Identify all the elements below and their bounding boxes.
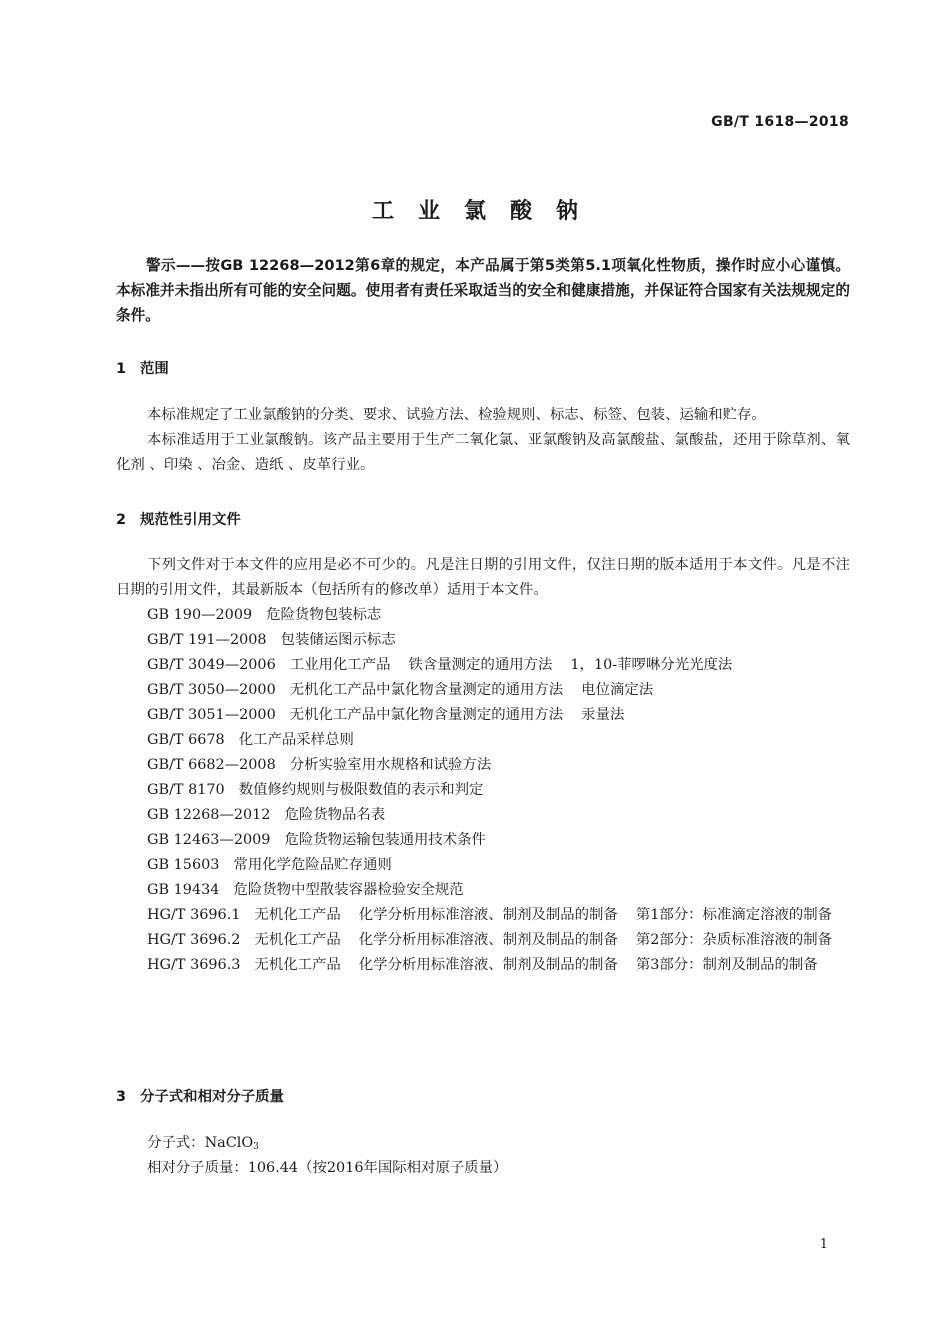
reference-code: GB 19434 [147,882,220,898]
formula-label: 分子式： [147,1135,205,1151]
reference-title-part: 电位滴定法 [581,682,654,698]
reference-title-part: 无机化工产品 [254,907,341,923]
reference-item [116,603,850,628]
reference-title-part: 化学分析用标准溶液、制剂及制品的制备 [358,957,618,973]
reference-code: GB/T 3051—2000 [147,707,276,723]
reference-item [116,678,850,703]
section-3-title: 分子式和相对分子质量 [140,1089,284,1105]
document-title: 工业氯酸钠 [371,199,602,224]
reference-code: GB 190—2009 [147,607,253,623]
reference-item [116,953,850,978]
reference-item [116,753,850,778]
reference-item [116,803,850,828]
warning-paragraph: 警示——按GB 12268—2012第6章的规定，本产品属于第5类第5.1项氧化性物质，操作时应小心谨慎。本标准并未指出所有可能的安全问题。使用者有责任采取适当的安全和健康措施，并保证符合国家有关法规规定的条件。 [116,257,850,324]
reference-title-part: 1，10-菲啰啉分光光度法 [570,657,733,673]
section-1-heading [116,357,169,378]
reference-title-part: 危险货物中型散装容器检验安全规范 [233,882,464,898]
reference-list [116,603,850,978]
reference-title-part: 化学分析用标准溶液、制剂及制品的制备 [358,907,618,923]
section-1-title: 范围 [140,361,169,377]
formula-subscript: 3 [253,1142,259,1152]
reference-item [116,653,850,678]
section-3-number: 3 [116,1089,127,1105]
reference-item [116,878,850,903]
reference-code: GB 12463—2009 [147,832,271,848]
reference-code: GB/T 191—2008 [147,632,267,648]
reference-item [116,828,850,853]
reference-title-part: 无机化工产品 [254,932,341,948]
section-2-heading [116,508,241,529]
molecular-mass-line: 相对分子质量：106.44（按2016年国际相对原子质量） [147,1160,508,1176]
reference-title-part: 第2部分：杂质标准溶液的制备 [635,932,833,948]
reference-code: GB/T 6678 [147,732,225,748]
reference-code: GB/T 3049—2006 [147,657,276,673]
reference-title-part: 化学分析用标准溶液、制剂及制品的制备 [358,932,618,948]
reference-code: GB/T 6682—2008 [147,757,276,773]
reference-title-part: 第3部分：制剂及制品的制备 [635,957,818,973]
reference-code: HG/T 3696.1 [147,907,241,923]
reference-title-part: 化工产品采样总则 [238,732,354,748]
reference-title-part: 分析实验室用水规格和试验方法 [289,757,492,773]
reference-title-part: 数值修约规则与极限数值的表示和判定 [238,782,484,798]
reference-item [116,728,850,753]
reference-code: HG/T 3696.2 [147,932,241,948]
reference-item [116,778,850,803]
reference-item [116,628,850,653]
section-3-heading [116,1085,284,1106]
reference-code: GB 15603 [147,857,220,873]
reference-item [116,903,850,928]
reference-code: GB/T 8170 [147,782,225,798]
reference-title-part: 无机化工产品中氯化物含量测定的通用方法 [289,707,564,723]
reference-item [116,703,850,728]
reference-title-part: 汞量法 [581,707,625,723]
reference-title-part: 常用化学危险品贮存通则 [233,857,392,873]
formula-main: NaClO [204,1135,254,1151]
reference-title-part: 危险货物品名表 [284,807,386,823]
page-number: 1 [819,1237,828,1252]
section-2-title: 规范性引用文件 [140,512,241,528]
section-1-paragraph-1: 本标准规定了工业氯酸钠的分类、要求、试验方法、检验规则、标志、标签、包装、运输和贮存。 [147,407,766,423]
reference-item [116,853,850,878]
reference-code: GB/T 3050—2000 [147,682,276,698]
references-intro: 下列文件对于本文件的应用是必不可少的。凡是注日期的引用文件，仅注日期的版本适用于本文件。凡是不注日期的引用文件，其最新版本（包括所有的修改单）适用于本文件。 [116,557,850,598]
section-1-paragraph-2: 本标准适用于工业氯酸钠。该产品主要用于生产二氧化氯、亚氯酸钠及高氯酸盐、氯酸盐，还用于除草剂、氧化剂 、印染 、冶金、造纸 、皮革行业。 [116,432,850,473]
reference-title-part: 工业用化工产品 [289,657,391,673]
standard-code: GB/T 1618—2018 [711,114,849,130]
reference-title-part: 第1部分：标准滴定溶液的制备 [635,907,833,923]
reference-title-part: 危险货物运输包装通用技术条件 [284,832,486,848]
section-2-number: 2 [116,512,127,528]
reference-code: GB 12268—2012 [147,807,271,823]
reference-item [116,928,850,953]
reference-code: HG/T 3696.3 [147,957,241,973]
section-1-number: 1 [116,361,127,377]
reference-title-part: 无机化工产品 [254,957,341,973]
references-block [116,553,850,978]
reference-title-part: 无机化工产品中氯化物含量测定的通用方法 [289,682,564,698]
reference-title-part: 危险货物包装标志 [266,607,382,623]
reference-title-part: 包装储运图示标志 [280,632,396,648]
reference-title-part: 铁含量测定的通用方法 [408,657,553,673]
